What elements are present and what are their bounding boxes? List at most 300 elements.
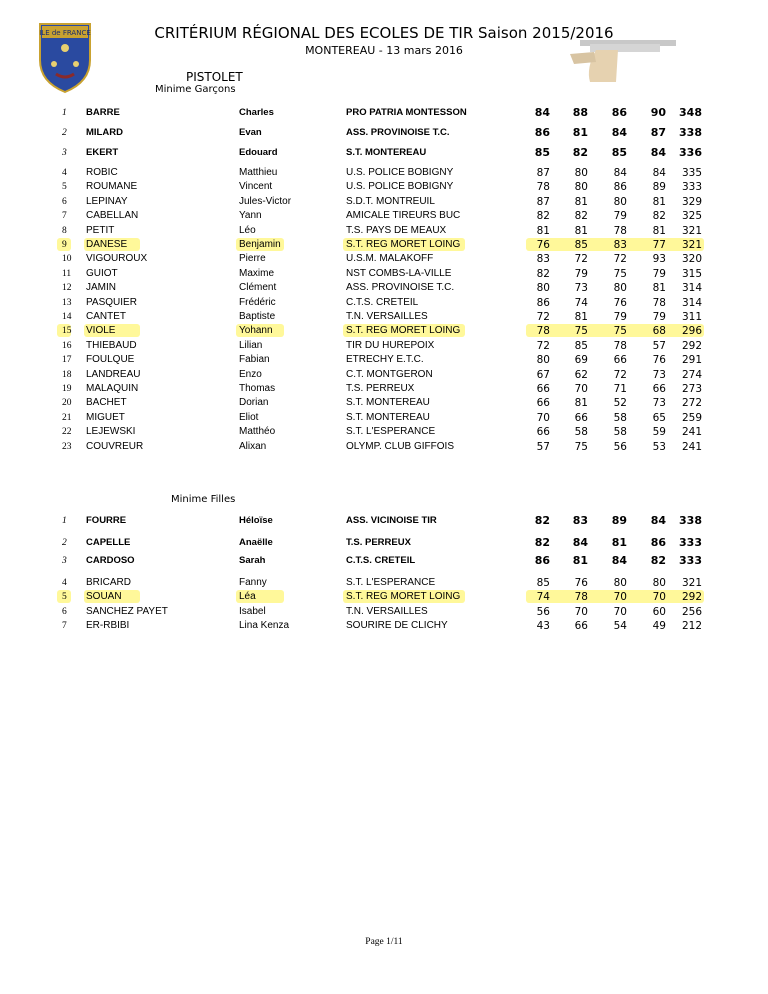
rank-cell: 5	[62, 182, 67, 193]
club-cell: NST COMBS-LA-VILLE	[346, 267, 452, 279]
total-score: 272	[681, 397, 702, 410]
score-series-1: 87	[536, 167, 550, 179]
score-series-4: 84	[650, 146, 666, 159]
score-series-3: 84	[611, 126, 627, 139]
club-cell: S.D.T. MONTREUIL	[346, 195, 435, 207]
club-cell: S.T. REG MORET LOING	[346, 325, 461, 337]
score-series-1: 67	[536, 368, 550, 381]
score-series-1: 66	[536, 426, 550, 439]
rank-cell: 2	[62, 128, 67, 138]
surname-cell: PASQUIER	[86, 296, 137, 308]
firstname-cell: Evan	[239, 127, 262, 138]
result-row	[0, 514, 768, 528]
surname-cell: JAMIN	[86, 282, 116, 294]
score-series-2: 70	[574, 383, 588, 395]
result-row	[0, 281, 768, 295]
result-row	[0, 353, 768, 367]
rank-cell: 15	[62, 326, 72, 337]
score-series-2: 66	[574, 620, 588, 633]
svg-text:ILE de FRANCE: ILE de FRANCE	[39, 29, 91, 37]
score-series-4: 78	[652, 296, 666, 309]
discipline-heading: PISTOLET	[186, 70, 243, 84]
club-cell: U.S. POLICE BOBIGNY	[346, 167, 454, 178]
surname-cell: FOURRE	[86, 515, 127, 526]
rank-cell: 1	[62, 108, 67, 118]
score-series-4: 84	[652, 167, 666, 179]
score-series-4: 93	[652, 253, 666, 266]
rank-cell: 14	[62, 312, 72, 322]
result-row	[0, 590, 768, 604]
club-cell: S.T. REG MORET LOING	[346, 239, 461, 250]
score-series-2: 78	[574, 591, 588, 604]
result-row	[0, 440, 768, 454]
total-score: 333	[679, 554, 702, 567]
score-series-4: 89	[652, 181, 666, 194]
surname-cell: SANCHEZ PAYET	[86, 605, 168, 617]
score-series-4: 86	[650, 536, 666, 549]
club-cell: OLYMP. CLUB GIFFOIS	[346, 440, 454, 452]
score-series-2: 79	[574, 267, 588, 280]
score-series-1: 87	[536, 195, 550, 208]
score-series-3: 52	[613, 397, 627, 410]
total-score: 259	[681, 411, 702, 424]
rank-cell: 8	[62, 225, 67, 236]
total-score: 291	[681, 354, 702, 367]
result-row	[0, 180, 768, 194]
rank-cell: 4	[62, 168, 67, 178]
firstname-cell: Léo	[239, 224, 256, 236]
club-cell: S.T. REG MORET LOING	[346, 591, 461, 603]
score-series-3: 58	[613, 426, 627, 439]
score-series-3: 80	[613, 577, 627, 589]
club-cell: S.T. L'ESPERANCE	[346, 577, 436, 588]
result-row	[0, 126, 768, 140]
score-series-4: 81	[652, 195, 666, 208]
total-score: 321	[681, 577, 702, 589]
surname-cell: EKERT	[86, 147, 119, 158]
firstname-cell: Alixan	[239, 440, 267, 452]
score-series-3: 58	[613, 411, 627, 424]
rank-cell: 9	[62, 240, 67, 250]
rank-cell: 13	[62, 297, 72, 308]
result-row	[0, 536, 768, 550]
total-score: 333	[681, 181, 702, 194]
result-row	[0, 195, 768, 209]
score-series-4: 84	[650, 514, 666, 527]
score-series-3: 71	[613, 383, 627, 395]
firstname-cell: Lilian	[239, 339, 263, 351]
score-series-1: 82	[536, 210, 550, 223]
result-row	[0, 106, 768, 120]
surname-cell: ROUMANE	[86, 181, 138, 193]
score-series-2: 81	[572, 554, 588, 567]
score-series-2: 84	[572, 536, 588, 549]
club-cell: S.T. MONTEREAU	[346, 397, 430, 409]
total-score: 274	[681, 368, 702, 381]
score-series-1: 82	[536, 267, 550, 280]
club-cell: C.T.S. CRETEIL	[346, 555, 416, 566]
score-series-1: 78	[536, 325, 550, 338]
score-series-3: 84	[611, 554, 627, 567]
score-series-2: 73	[574, 282, 588, 295]
score-series-1: 85	[534, 146, 550, 159]
score-series-2: 82	[574, 210, 588, 223]
score-series-1: 78	[536, 181, 550, 194]
score-series-3: 81	[611, 536, 627, 549]
surname-cell: PETIT	[86, 224, 115, 236]
firstname-cell: Yohann	[239, 325, 273, 337]
surname-cell: BARRE	[86, 107, 120, 118]
result-row	[0, 576, 768, 590]
score-series-4: 82	[650, 554, 666, 567]
score-series-2: 75	[574, 325, 588, 338]
score-series-2: 82	[572, 146, 588, 159]
surname-cell: CABELLAN	[86, 210, 139, 222]
rank-cell: 21	[62, 412, 72, 423]
score-series-1: 85	[536, 577, 550, 589]
result-row	[0, 554, 768, 568]
score-series-3: 79	[613, 311, 627, 323]
score-series-2: 66	[574, 411, 588, 424]
rank-cell: 20	[62, 398, 72, 409]
score-series-3: 84	[613, 167, 627, 179]
score-series-1: 80	[536, 282, 550, 295]
score-series-4: 65	[652, 411, 666, 424]
firstname-cell: Sarah	[239, 555, 266, 566]
score-series-2: 88	[572, 106, 588, 119]
total-score: 333	[679, 536, 702, 549]
result-row	[0, 238, 768, 252]
total-score: 321	[681, 224, 702, 237]
total-score: 329	[681, 195, 702, 208]
score-series-4: 70	[652, 591, 666, 604]
score-series-4: 80	[652, 577, 666, 589]
rank-cell: 19	[62, 384, 72, 394]
score-series-3: 80	[613, 282, 627, 295]
rank-cell: 6	[62, 196, 67, 207]
score-series-4: 49	[652, 620, 666, 633]
score-series-3: 78	[613, 224, 627, 237]
score-series-1: 66	[536, 397, 550, 410]
firstname-cell: Anaëlle	[239, 537, 273, 548]
page-title: CRITÉRIUM RÉGIONAL DES ECOLES DE TIR Saison 2015/2016	[154, 24, 614, 42]
club-cell: C.T.S. CRETEIL	[346, 296, 419, 308]
score-series-4: 76	[652, 354, 666, 367]
firstname-cell: Dorian	[239, 397, 269, 409]
total-score: 338	[679, 514, 702, 527]
total-score: 336	[679, 146, 702, 159]
score-series-4: 79	[652, 267, 666, 280]
result-row	[0, 339, 768, 353]
rank-cell: 16	[62, 340, 72, 351]
result-row	[0, 252, 768, 266]
surname-cell: DANESE	[86, 239, 128, 250]
score-series-3: 72	[613, 368, 627, 381]
surname-cell: MALAQUIN	[86, 383, 139, 394]
score-series-3: 54	[613, 620, 627, 633]
score-series-2: 81	[574, 311, 588, 323]
result-row	[0, 224, 768, 238]
firstname-cell: Héloïse	[239, 515, 273, 526]
surname-cell: GUIOT	[86, 267, 118, 279]
total-score: 273	[681, 383, 702, 395]
score-series-2: 76	[574, 577, 588, 589]
score-series-3: 79	[613, 210, 627, 223]
surname-cell: ROBIC	[86, 167, 118, 178]
rank-cell: 3	[62, 148, 67, 158]
total-score: 296	[681, 325, 702, 338]
club-cell: T.S. PERREUX	[346, 383, 415, 394]
result-row	[0, 396, 768, 410]
score-series-1: 82	[534, 536, 550, 549]
surname-cell: VIOLE	[86, 325, 116, 337]
rank-cell: 1	[62, 516, 67, 526]
total-score: 338	[679, 126, 702, 139]
firstname-cell: Frédéric	[239, 296, 276, 308]
club-cell: S.T. MONTEREAU	[346, 147, 427, 158]
result-row	[0, 310, 768, 324]
club-cell: ASS. PROVINOISE T.C.	[346, 282, 455, 294]
score-series-2: 75	[574, 440, 588, 453]
firstname-cell: Matthéo	[239, 426, 276, 438]
firstname-cell: Fanny	[239, 577, 267, 588]
total-score: 241	[681, 440, 702, 453]
surname-cell: LANDREAU	[86, 368, 141, 380]
score-series-1: 66	[536, 383, 550, 395]
result-row	[0, 425, 768, 439]
club-cell: ASS. VICINOISE TIR	[346, 515, 437, 526]
score-series-1: 86	[536, 296, 550, 309]
score-series-2: 74	[574, 296, 588, 309]
club-cell: T.S. PERREUX	[346, 537, 411, 548]
score-series-4: 77	[652, 239, 666, 251]
firstname-cell: Enzo	[239, 368, 262, 380]
score-series-3: 75	[613, 267, 627, 280]
score-series-4: 53	[652, 440, 666, 453]
result-row	[0, 619, 768, 633]
score-series-4: 81	[652, 224, 666, 237]
score-series-3: 70	[613, 591, 627, 604]
total-score: 320	[681, 253, 702, 266]
total-score: 292	[681, 339, 702, 352]
result-row	[0, 146, 768, 160]
score-series-4: 60	[652, 605, 666, 618]
total-score: 241	[681, 426, 702, 439]
total-score: 315	[681, 267, 702, 280]
score-series-3: 75	[613, 325, 627, 338]
result-row	[0, 411, 768, 425]
score-series-4: 66	[652, 383, 666, 395]
surname-cell: COUVREUR	[86, 440, 144, 452]
rank-cell: 12	[62, 283, 72, 294]
result-row	[0, 209, 768, 223]
firstname-cell: Thomas	[239, 383, 276, 394]
club-cell: S.T. MONTEREAU	[346, 411, 430, 423]
club-cell: T.S. PAYS DE MEAUX	[346, 224, 447, 236]
firstname-cell: Eliot	[239, 411, 259, 423]
score-series-2: 69	[574, 354, 588, 367]
score-series-3: 83	[613, 239, 627, 251]
firstname-cell: Baptiste	[239, 311, 276, 322]
firstname-cell: Yann	[239, 210, 262, 222]
firstname-cell: Lina Kenza	[239, 620, 290, 632]
result-row	[0, 368, 768, 382]
result-row	[0, 382, 768, 396]
rank-cell: 3	[62, 556, 67, 566]
score-series-2: 58	[574, 426, 588, 439]
firstname-cell: Vincent	[239, 181, 273, 193]
score-series-1: 81	[536, 224, 550, 237]
rank-cell: 10	[62, 254, 72, 265]
score-series-1: 72	[536, 311, 550, 323]
score-series-2: 72	[574, 253, 588, 266]
surname-cell: MIGUET	[86, 411, 125, 423]
score-series-3: 89	[611, 514, 627, 527]
score-series-3: 72	[613, 253, 627, 266]
score-series-4: 59	[652, 426, 666, 439]
score-series-2: 85	[574, 339, 588, 352]
rank-cell: 17	[62, 355, 72, 366]
club-cell: PRO PATRIA MONTESSON	[346, 107, 467, 118]
score-series-2: 81	[574, 195, 588, 208]
rank-cell: 4	[62, 578, 67, 588]
score-series-3: 78	[613, 339, 627, 352]
firstname-cell: Léa	[239, 591, 256, 603]
total-score: 311	[681, 311, 702, 323]
firstname-cell: Pierre	[239, 253, 266, 265]
rank-cell: 6	[62, 606, 67, 617]
score-series-1: 80	[536, 354, 550, 367]
firstname-cell: Matthieu	[239, 167, 278, 178]
surname-cell: BACHET	[86, 397, 127, 409]
club-cell: U.S.M. MALAKOFF	[346, 253, 434, 265]
rank-cell: 7	[62, 621, 67, 632]
score-series-4: 73	[652, 397, 666, 410]
score-series-2: 80	[574, 167, 588, 179]
club-cell: S.T. L'ESPERANCE	[346, 426, 436, 438]
score-series-4: 79	[652, 311, 666, 323]
firstname-cell: Benjamin	[239, 239, 281, 250]
firstname-cell: Charles	[239, 107, 274, 118]
score-series-2: 80	[574, 181, 588, 194]
club-cell: T.N. VERSAILLES	[346, 605, 428, 617]
result-row	[0, 166, 768, 180]
surname-cell: BRICARD	[86, 577, 132, 588]
total-score: 314	[681, 282, 702, 295]
score-series-1: 57	[536, 440, 550, 453]
total-score: 292	[681, 591, 702, 604]
score-series-4: 82	[652, 210, 666, 223]
score-series-1: 74	[536, 591, 550, 604]
firstname-cell: Maxime	[239, 267, 275, 279]
club-cell: U.S. POLICE BOBIGNY	[346, 181, 454, 193]
score-series-1: 70	[536, 411, 550, 424]
total-score: 314	[681, 296, 702, 309]
total-score: 212	[681, 620, 702, 633]
rank-cell: 18	[62, 369, 72, 380]
surname-cell: SOUAN	[86, 591, 122, 603]
event-subtitle: MONTEREAU - 13 mars 2016	[305, 44, 463, 57]
rank-cell: 5	[62, 592, 67, 603]
score-series-3: 70	[613, 605, 627, 618]
total-score: 335	[681, 167, 702, 179]
score-series-2: 81	[572, 126, 588, 139]
firstname-cell: Jules-Victor	[239, 195, 292, 207]
score-series-1: 56	[536, 605, 550, 618]
result-row	[0, 296, 768, 310]
score-series-4: 68	[652, 325, 666, 338]
club-cell: ETRECHY E.T.C.	[346, 354, 424, 366]
score-series-4: 57	[652, 339, 666, 352]
category-heading: Minime Filles	[171, 494, 236, 505]
score-series-1: 86	[534, 126, 550, 139]
surname-cell: LEPINAY	[86, 195, 128, 207]
total-score: 325	[681, 210, 702, 223]
result-row	[0, 267, 768, 281]
surname-cell: CANTET	[86, 311, 126, 322]
score-series-4: 81	[652, 282, 666, 295]
result-row	[0, 324, 768, 338]
score-series-2: 62	[574, 368, 588, 381]
score-series-2: 85	[574, 239, 588, 251]
score-series-3: 86	[611, 106, 627, 119]
club-cell: TIR DU HUREPOIX	[346, 339, 435, 351]
total-score: 348	[679, 106, 702, 119]
club-cell: C.T. MONTGERON	[346, 368, 433, 380]
rank-cell: 11	[62, 268, 72, 279]
score-series-2: 81	[574, 397, 588, 410]
club-cell: ASS. PROVINOISE T.C.	[346, 127, 450, 138]
score-series-4: 90	[650, 106, 666, 119]
score-series-1: 83	[536, 253, 550, 266]
score-series-2: 83	[572, 514, 588, 527]
score-series-1: 84	[534, 106, 550, 119]
page-number: Page 1/11	[365, 937, 403, 947]
score-series-1: 43	[536, 620, 550, 633]
surname-cell: FOULQUE	[86, 354, 135, 366]
rank-cell: 2	[62, 538, 67, 548]
score-series-3: 66	[613, 354, 627, 367]
score-series-3: 86	[613, 181, 627, 194]
surname-cell: VIGOUROUX	[86, 253, 148, 265]
score-series-3: 56	[613, 440, 627, 453]
score-series-1: 76	[536, 239, 550, 251]
club-cell: SOURIRE DE CLICHY	[346, 620, 448, 632]
surname-cell: THIEBAUD	[86, 339, 137, 351]
score-series-1: 72	[536, 339, 550, 352]
surname-cell: LEJEWSKI	[86, 426, 136, 438]
surname-cell: MILARD	[86, 127, 123, 138]
rank-cell: 7	[62, 211, 67, 222]
score-series-2: 70	[574, 605, 588, 618]
rank-cell: 23	[62, 441, 72, 452]
total-score: 321	[681, 239, 702, 251]
club-cell: T.N. VERSAILLES	[346, 311, 428, 322]
surname-cell: CAPELLE	[86, 537, 131, 548]
rank-cell: 22	[62, 427, 72, 438]
total-score: 256	[681, 605, 702, 618]
score-series-1: 82	[534, 514, 550, 527]
score-series-1: 86	[534, 554, 550, 567]
score-series-3: 80	[613, 195, 627, 208]
score-series-4: 73	[652, 368, 666, 381]
score-series-3: 85	[611, 146, 627, 159]
surname-cell: ER-RBIBI	[86, 620, 130, 632]
score-series-2: 81	[574, 224, 588, 237]
surname-cell: CARDOSO	[86, 555, 135, 566]
club-cell: AMICALE TIREURS BUC	[346, 210, 461, 222]
firstname-cell: Fabian	[239, 354, 270, 366]
